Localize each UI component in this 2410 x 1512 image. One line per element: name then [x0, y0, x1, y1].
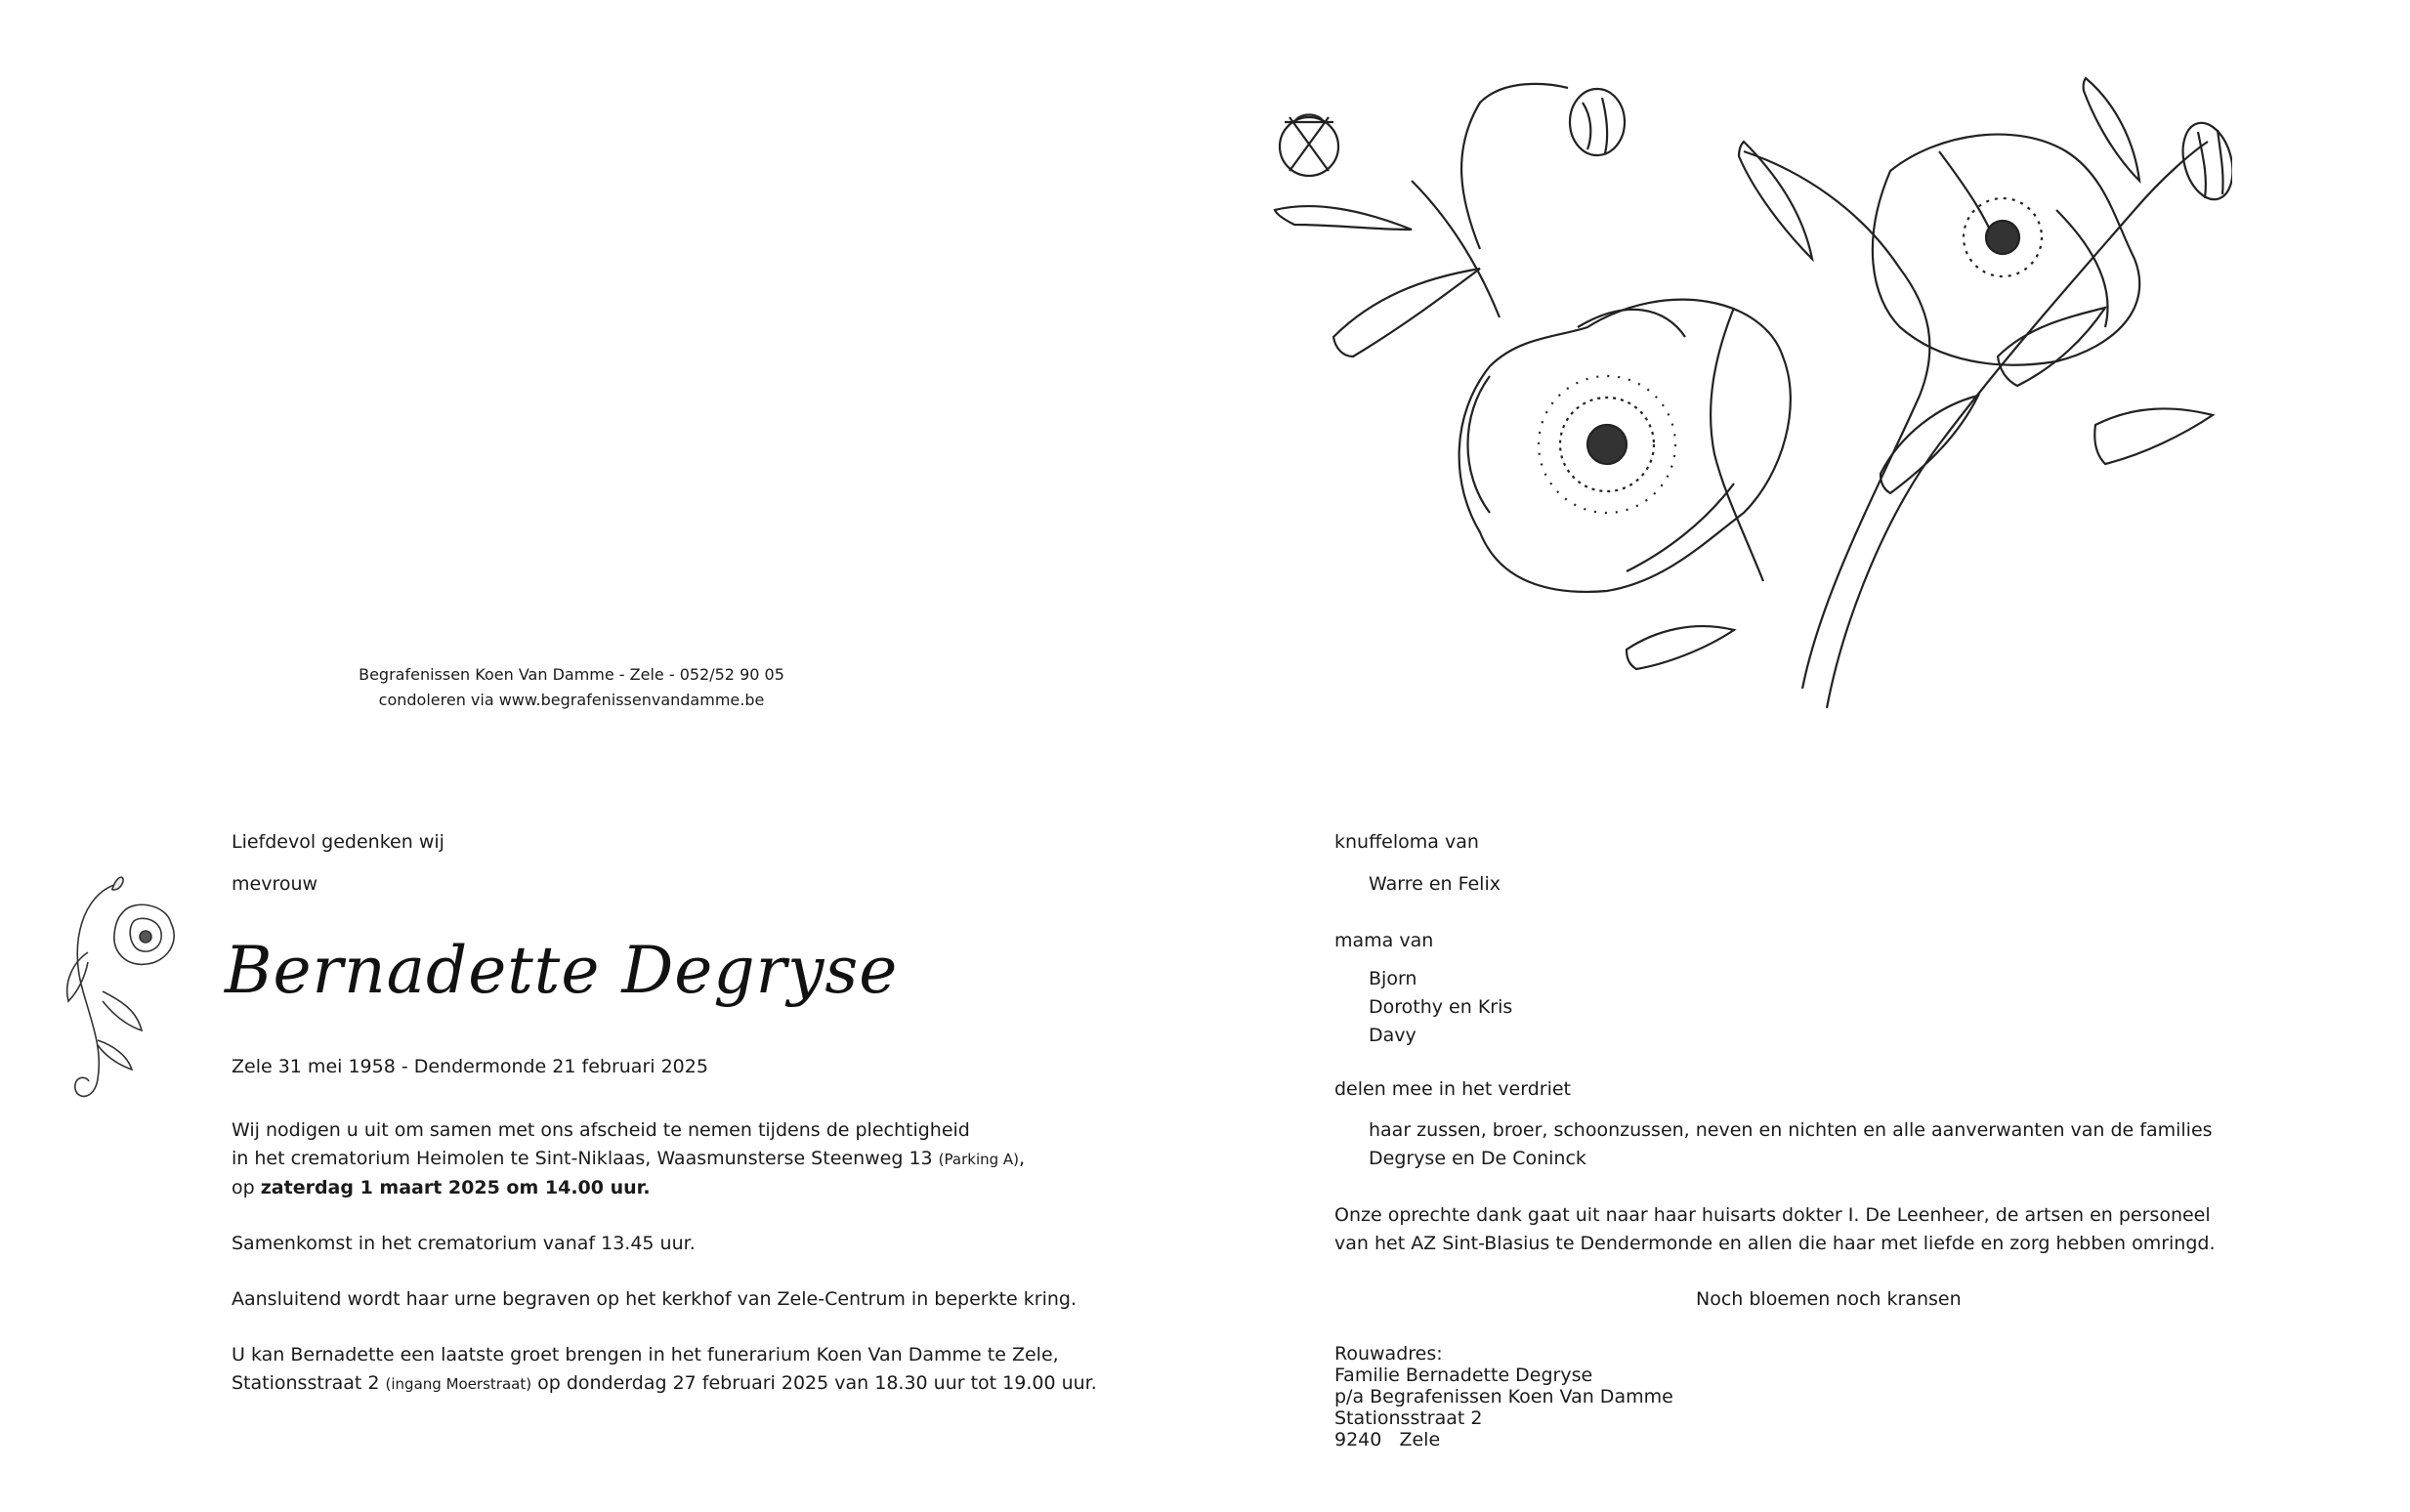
- address-line-1: Familie Bernadette Degryse: [1334, 1365, 1593, 1386]
- address-line-4: 9240 Zele: [1334, 1429, 1441, 1450]
- grandma-label: knuffeloma van: [1334, 831, 1479, 853]
- mourning-address: [1334, 1343, 1673, 1450]
- relatives-block: [1369, 1116, 2213, 1173]
- child-2: Dorothy en Kris: [1369, 996, 1513, 1018]
- ceremony-date: zaterdag 1 maart 2025 om 14.00 uur.: [260, 1177, 651, 1198]
- relatives-line-1: haar zussen, broer, schoonzussen, neven en nichten en alle aanverwanten van de families: [1369, 1119, 2213, 1141]
- thanks-line-2: van het AZ Sint-Blasius te Dendermonde en allen die haar met liefde en zorg hebben omringd.: [1334, 1233, 2216, 1254]
- visit-line-2: [232, 1369, 1097, 1399]
- child-1: Bjorn: [1369, 968, 1417, 989]
- visit-block: [232, 1341, 1097, 1399]
- thanks-line-1: Onze oprechte dank gaat uit naar haar huisarts dokter I. De Leenheer, de artsen en personeel: [1334, 1204, 2211, 1226]
- children-list: [1369, 965, 1512, 1050]
- gathering-text: Samenkomst in het crematorium vanaf 13.45 uur.: [232, 1233, 696, 1254]
- burial-text: Aansluitend wordt haar urne begraven op het kerkhof van Zele-Centrum in beperkte kring.: [232, 1288, 1078, 1310]
- ceremony-block: [232, 1116, 1025, 1202]
- address-label: Rouwadres:: [1334, 1343, 1443, 1365]
- thanks-block: [1334, 1201, 2216, 1258]
- intro-text: Liefdevol gedenken wij: [232, 831, 444, 853]
- ceremony-location: in het crematorium Heimolen te Sint-Niklaas, Waasmunsterse Steenweg 13: [232, 1148, 933, 1169]
- ceremony-line-2: [232, 1145, 1025, 1174]
- relatives-line-2: Degryse en De Coninck: [1369, 1148, 1586, 1169]
- large-poppy-illustration: [1255, 63, 2232, 747]
- ceremony-date-prefix: op: [232, 1177, 255, 1198]
- visit-line-1: U kan Bernadette een laatste groet brengen in het funerarium Koen Van Damme te Zele,: [232, 1344, 1059, 1365]
- grandchildren-list: [1369, 870, 1501, 899]
- deceased-name: Bernadette Degryse: [225, 933, 899, 1008]
- footer-line-2: condoleren via www.begrafenissenvandamme.be: [378, 691, 765, 709]
- ceremony-line-2-end: ,: [1019, 1148, 1026, 1169]
- grandchild-1: Warre en Felix: [1369, 873, 1501, 895]
- parking-note: (Parking A): [938, 1151, 1020, 1168]
- address-line-2: p/a Begrafenissen Koen Van Damme: [1334, 1386, 1673, 1407]
- footer-line-1: Begrafenissen Koen Van Damme - Zele - 052/52 90 05: [359, 665, 784, 684]
- no-flowers-text: Noch bloemen noch kransen: [1696, 1288, 1962, 1310]
- address-line-3: Stationsstraat 2: [1334, 1407, 1483, 1429]
- mama-label: mama van: [1334, 930, 1434, 951]
- funeral-home-footer: [278, 662, 865, 713]
- entrance-note: (ingang Moerstraat): [385, 1375, 532, 1393]
- title-text: mevrouw: [232, 873, 318, 895]
- share-label: delen mee in het verdriet: [1334, 1078, 1572, 1100]
- visit-time: op donderdag 27 februari 2025 van 18.30 uur tot 19.00 uur.: [537, 1372, 1097, 1394]
- child-3: Davy: [1369, 1025, 1416, 1046]
- ceremony-line-3: [232, 1174, 1025, 1202]
- small-poppy-illustration: [44, 855, 200, 1109]
- visit-address: Stationsstraat 2: [232, 1372, 380, 1394]
- life-dates: Zele 31 mei 1958 - Dendermonde 21 februari 2025: [232, 1056, 708, 1077]
- ceremony-line-1: Wij nodigen u uit om samen met ons afscheid te nemen tijdens de plechtigheid: [232, 1119, 970, 1141]
